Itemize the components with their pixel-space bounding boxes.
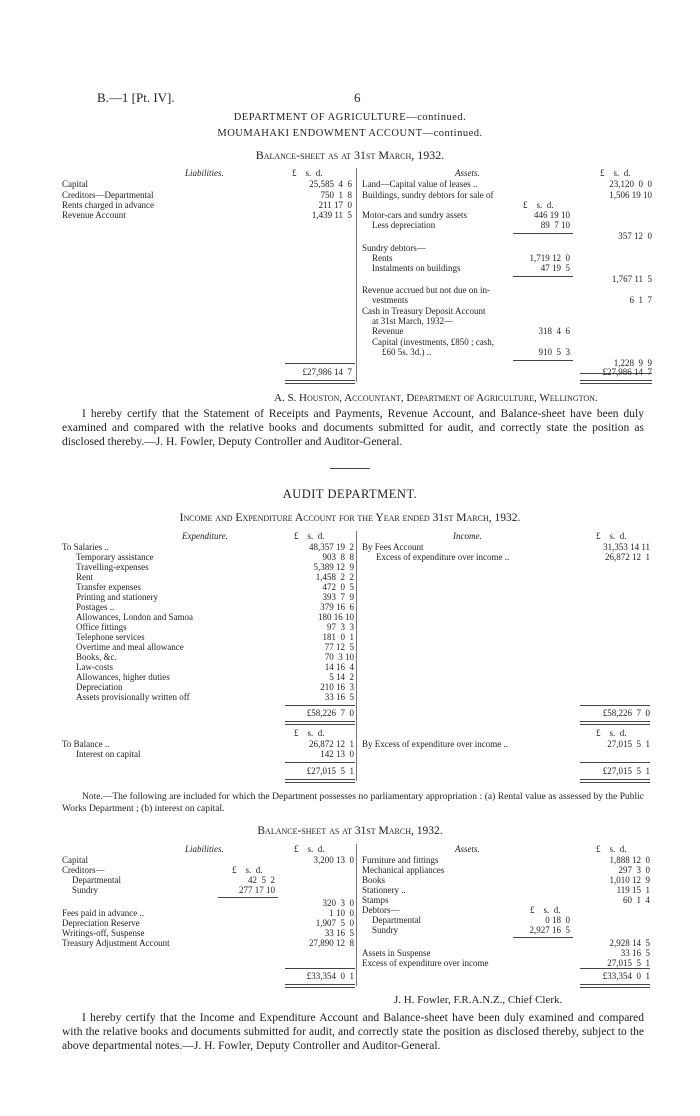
liability-label: Sundry [72, 885, 99, 895]
asset-label: Debtors— [362, 905, 400, 915]
expenditure-label: Allowances, London and Samoa [76, 612, 193, 622]
liability-label: Revenue Account [62, 210, 126, 220]
expenditure-amount: 210 16 3 [320, 682, 354, 692]
asset-sub-amount: 89 7 10 [540, 220, 570, 230]
liability-amount: 320 3 0 [322, 898, 354, 908]
balance-label: By Excess of expenditure over income .. [362, 739, 508, 749]
lsd-subheader: £ s. d. [232, 865, 263, 875]
asset-label: Capital (investments, £850 ; cash, [372, 337, 494, 347]
audit-signature: J. H. Fowler, F.R.A.N.Z., Chief Clerk. [394, 994, 563, 1006]
expenditure-label: Temporary assistance [76, 552, 154, 562]
expenditure-amount: 181 0 1 [322, 632, 354, 642]
expenditure-amount: 180 16 10 [318, 612, 354, 622]
audit-title: AUDIT DEPARTMENT. [282, 487, 418, 501]
liability-amount: 1 10 0 [329, 908, 354, 918]
liability-amount: 3,200 13 0 [313, 855, 354, 865]
total-expenditure: £58,226 7 0 [306, 708, 354, 718]
asset-label: Sundry [372, 925, 399, 935]
expenditure-amount: 393 7 9 [322, 592, 354, 602]
liabilities-heading: Liabilities. [185, 168, 224, 178]
expenditure-amount: 97 3 3 [327, 622, 354, 632]
expenditure-label: Postages .. [76, 602, 115, 612]
asset-amount: 1,506 19 10 [609, 190, 652, 200]
expenditure-label: To Salaries .. [62, 542, 109, 552]
balance-total: £27,015 5 1 [306, 766, 354, 776]
liability-amount: 1,439 11 5 [311, 210, 352, 220]
asset-sub-amount: 0 18 0 [545, 915, 570, 925]
liabilities-heading: Liabilities. [185, 844, 224, 854]
expenditure-amount: 33 16 5 [324, 692, 354, 702]
expenditure-amount: 14 16 4 [324, 662, 354, 672]
asset-label: Stamps [362, 895, 389, 905]
expenditure-label: Overtime and meal allowance [76, 642, 184, 652]
asset-label: at 31st March, 1932— [372, 316, 453, 326]
income-label: By Fees Account [362, 542, 424, 552]
total-assets: £33,354 0 1 [602, 971, 650, 981]
liability-label: Writings-off, Suspense [62, 928, 145, 938]
lsd-header: £ s. d. [294, 531, 325, 541]
lsd-header: £ s. d. [596, 844, 627, 854]
lsd-header: £ s. d. [294, 728, 325, 738]
total-liabilities: £27,986 14 7 [302, 367, 352, 377]
asset-amount: 1,010 12 9 [609, 875, 650, 885]
total-assets: £27,986 14 7 [602, 367, 652, 377]
agri-signature: A. S. Houston, Accountant, Department of Agriculture, Wellington. [274, 392, 598, 404]
audit-bs-title: Balance-sheet as at 31st March, 1932. [257, 825, 443, 837]
expenditure-amount: 379 16 6 [320, 602, 354, 612]
liability-sub-amount: 42 5 2 [248, 875, 275, 885]
asset-label: Buildings, sundry debtors for sale of [362, 190, 494, 200]
liability-label: Treasury Adjustment Account [62, 938, 170, 948]
expenditure-label: Transfer expenses [76, 582, 141, 592]
liability-amount: 750 1 8 [320, 190, 352, 200]
asset-label: Furniture and fittings [362, 855, 439, 865]
lsd-subheader: £ s. d. [523, 200, 554, 210]
asset-amount: 119 15 1 [616, 885, 650, 895]
liability-label: Capital [62, 179, 88, 189]
asset-sub-amount: 910 5 3 [538, 347, 570, 357]
asset-sub-amount: 2,927 16 5 [529, 925, 570, 935]
income-heading: Income. [453, 531, 482, 541]
asset-label: Land—Capital value of leases .. [362, 179, 478, 189]
liability-label: Departmental [72, 875, 121, 885]
expenditure-heading: Expenditure. [182, 531, 228, 541]
liability-label: Capital [62, 855, 88, 865]
asset-label: Excess of expenditure over income [362, 958, 489, 968]
asset-label: Revenue [372, 326, 404, 336]
asset-label: Mechanical appliances [362, 865, 445, 875]
expenditure-amount: 472 0 5 [322, 582, 354, 592]
asset-label: Cash in Treasury Deposit Account [362, 306, 486, 316]
audit-certificate: I hereby certify that the Income and Expenditure Account and Balance-sheet have been duly examined and compared with the relative books and documents submitted for audit, and correctly state the position as disclosed thereby, subject to the above departmental notes.—J. H. Fowler, Deputy Controller and Auditor-General. [62, 1012, 644, 1052]
page-number: 6 [354, 90, 361, 105]
balance-total: £27,015 5 1 [602, 766, 650, 776]
expenditure-label: Travelling-expenses [76, 562, 149, 572]
balance-amount: 27,015 5 1 [607, 739, 650, 749]
asset-label: vestments [372, 295, 408, 305]
liability-amount: 211 17 0 [318, 200, 352, 210]
expenditure-amount: 1,458 2 2 [315, 572, 354, 582]
balance-amount: 26,872 12 1 [309, 739, 354, 749]
lsd-header: £ s. d. [292, 168, 323, 178]
assets-heading: Assets. [455, 168, 480, 178]
asset-amount: 60 1 4 [623, 895, 650, 905]
balance-amount: 142 13 0 [320, 749, 354, 759]
total-income: £58,226 7 0 [602, 708, 650, 718]
asset-label: Instalments on buildings [372, 263, 461, 273]
expenditure-amount: 48,357 19 2 [309, 542, 354, 552]
asset-label: Departmental [372, 915, 421, 925]
lsd-header: £ s. d. [294, 844, 325, 854]
account-title: MOUMAHAKI ENDOWMENT ACCOUNT—continued. [217, 128, 483, 139]
expenditure-amount: 70 3 10 [324, 652, 354, 662]
asset-label: Assets in Suspense [362, 948, 431, 958]
balance-label: Interest on capital [76, 749, 141, 759]
asset-amount: 357 12 0 [618, 231, 652, 241]
income-amount: 26,872 12 1 [605, 552, 650, 562]
income-amount: 31,353 14 11 [603, 542, 650, 552]
asset-sub-amount: 47 19 5 [540, 263, 570, 273]
audit-note: Note.—The following are included for which the Department possesses no parliamentary appropriation : (a) Rental value as assessed by the Public Works Department ; (b) interest on capital. [62, 792, 644, 814]
liability-label: Creditors—Departmental [62, 190, 154, 200]
liability-amount: 25,585 4 6 [309, 179, 352, 189]
liability-amount: 33 16 5 [324, 928, 354, 938]
assets-heading: Assets. [455, 844, 480, 854]
asset-label: Revenue accrued but not due on in- [362, 285, 490, 295]
expenditure-label: Rent [76, 572, 93, 582]
lsd-header: £ s. d. [600, 168, 631, 178]
liability-label: Creditors— [62, 865, 105, 875]
expenditure-label: Assets provisionally written off [76, 692, 190, 702]
asset-amount: 297 3 0 [618, 865, 650, 875]
liability-amount: 1,907 5 0 [315, 918, 354, 928]
balance-sheet-title: Balance-sheet as at 31st March, 1932. [255, 148, 445, 162]
income-label: Excess of expenditure over income .. [376, 552, 510, 562]
asset-amount: 27,015 5 1 [607, 958, 650, 968]
lsd-header: £ s. d. [596, 531, 627, 541]
lsd-header: £ s. d. [596, 728, 627, 738]
liability-label: Rents charged in advance [62, 200, 155, 210]
asset-amount: 1,888 12 0 [609, 855, 650, 865]
expenditure-amount: 77 12 5 [324, 642, 354, 652]
expenditure-label: Depreciation [76, 682, 123, 692]
expenditure-amount: 5,389 12 9 [313, 562, 354, 572]
asset-sub-amount: 446 19 10 [534, 210, 570, 220]
ie-title: Income and Expenditure Account for the Year ended 31st March, 1932. [179, 512, 521, 524]
liability-sub-amount: 277 17 10 [239, 885, 275, 895]
asset-label: Less depreciation [372, 220, 436, 230]
asset-amount: 33 16 5 [620, 948, 650, 958]
asset-label: Stationery .. [362, 885, 406, 895]
expenditure-label: Law-costs [76, 662, 113, 672]
expenditure-label: Telephone services [76, 632, 145, 642]
lsd-subheader: £ s. d. [530, 905, 561, 915]
total-liabilities: £33,354 0 1 [306, 971, 354, 981]
expenditure-amount: 5 14 2 [329, 672, 354, 682]
liability-label: Depreciation Reserve [62, 918, 140, 928]
asset-amount: 2,928 14 5 [609, 938, 650, 948]
asset-label: Rents [372, 253, 393, 263]
asset-label: Motor-cars and sundry assets [362, 210, 468, 220]
asset-amount: 23,120 0 0 [609, 179, 652, 189]
asset-sub-amount: 1,719 12 0 [529, 253, 570, 263]
expenditure-amount: 903 8 8 [322, 552, 354, 562]
asset-amount: 1,228 9 9 [613, 358, 652, 368]
asset-label: Books [362, 875, 386, 885]
asset-amount: 6 1 7 [629, 295, 652, 305]
expenditure-label: Printing and stationery [76, 592, 158, 602]
liability-label: Fees paid in advance .. [62, 908, 144, 918]
asset-amount: 1,767 11 5 [611, 274, 652, 284]
agri-certificate: I hereby certify that the Statement of Receipts and Payments, Revenue Account, and Balance-sheet have been duly examined and compared with the relative books and documents submitted for audit, and correctly state the position as disclosed thereby.—J. H. Fowler, Deputy Controller and Auditor-General. [62, 408, 644, 448]
page-ref: B.—1 [Pt. IV]. [97, 90, 175, 105]
balance-label: To Balance .. [62, 739, 110, 749]
asset-label: £60 5s. 3d.) .. [382, 347, 432, 357]
expenditure-label: Allowances, higher duties [76, 672, 170, 682]
expenditure-label: Office fittings [76, 622, 127, 632]
asset-sub-amount: 318 4 6 [538, 326, 570, 336]
dept-title: DEPARTMENT OF AGRICULTURE—continued. [233, 112, 467, 123]
asset-label: Sundry debtors— [362, 243, 426, 253]
liability-amount: 27,890 12 8 [309, 938, 354, 948]
expenditure-label: Books, &c. [76, 652, 117, 662]
